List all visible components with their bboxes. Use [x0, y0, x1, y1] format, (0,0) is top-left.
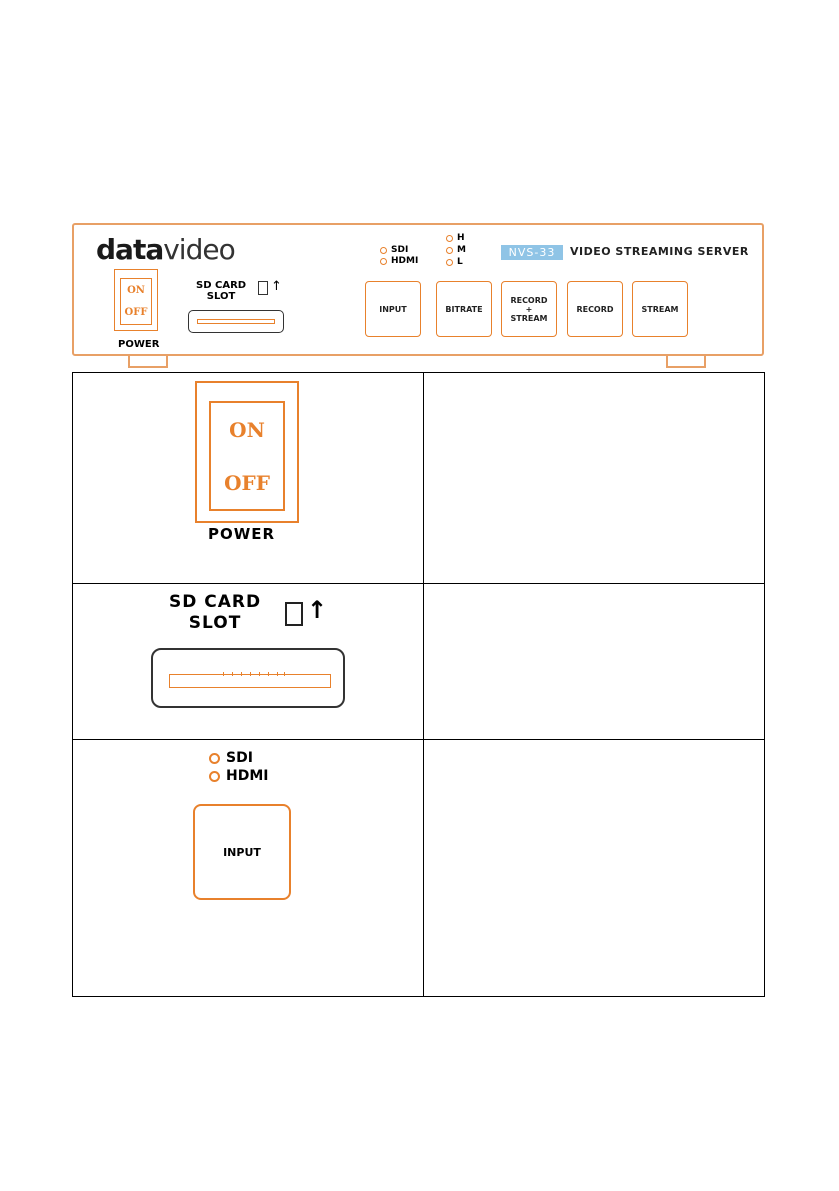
led-m-label: M	[457, 245, 466, 255]
led-m	[446, 245, 466, 255]
large-hdmi-label: HDMI	[226, 768, 269, 784]
model-title: VIDEO STREAMING SERVER	[570, 245, 749, 258]
logo-bold-text: data	[96, 233, 164, 266]
stream-button[interactable]: STREAM	[632, 281, 688, 337]
sd-label-line2: SLOT	[206, 291, 236, 302]
power-switch-large	[195, 381, 299, 523]
large-sdi-label: SDI	[226, 750, 253, 766]
bitrate-button[interactable]: BITRATE	[436, 281, 492, 337]
sd-card-icon	[258, 281, 268, 295]
sd-card-label	[196, 280, 246, 302]
led-sdi-large	[209, 750, 253, 766]
insert-arrow-icon: ↑	[307, 596, 328, 624]
table-row	[73, 373, 765, 584]
led-l	[446, 257, 463, 267]
power-image-cell	[73, 373, 424, 584]
record-stream-line1: RECORD	[510, 295, 548, 305]
large-sd-label	[169, 592, 261, 634]
led-hdmi-large	[209, 768, 268, 784]
datavideo-logo	[96, 233, 235, 266]
sd-card-slot-large	[151, 648, 345, 708]
led-indicator-icon	[380, 258, 387, 265]
led-l-label: L	[457, 257, 463, 267]
led-hdmi	[380, 256, 418, 266]
led-sdi	[380, 245, 408, 255]
led-indicator-icon	[446, 259, 453, 266]
power-label: POWER	[118, 339, 160, 350]
front-panel	[72, 223, 764, 356]
large-on-label: ON	[229, 417, 265, 442]
led-h-label: H	[457, 233, 465, 243]
sd-description-cell	[424, 584, 765, 740]
record-stream-button[interactable]	[501, 281, 557, 337]
power-description-cell	[424, 373, 765, 584]
power-switch[interactable]	[114, 269, 158, 331]
input-button[interactable]: INPUT	[365, 281, 421, 337]
input-image-cell	[73, 740, 424, 997]
sd-label-line1: SD CARD	[196, 280, 247, 291]
large-off-label: OFF	[224, 470, 270, 495]
led-sdi-label: SDI	[391, 245, 409, 255]
sd-image-cell	[73, 584, 424, 740]
large-sd-line2: SLOT	[188, 613, 242, 633]
large-sd-line1: SD CARD	[169, 592, 262, 612]
led-indicator-icon	[209, 771, 220, 782]
panel-foot-left	[128, 356, 168, 368]
input-button-large: INPUT	[193, 804, 291, 900]
led-indicator-icon	[446, 235, 453, 242]
panel-foot-right	[666, 356, 706, 368]
record-stream-line3: STREAM	[510, 313, 548, 323]
led-hdmi-label: HDMI	[391, 256, 419, 266]
sd-card-slot[interactable]	[188, 310, 284, 333]
model-badge: NVS-33	[501, 245, 563, 260]
led-indicator-icon	[209, 753, 220, 764]
table-row	[73, 740, 765, 997]
input-description-cell	[424, 740, 765, 997]
table-row	[73, 584, 765, 740]
large-power-label: POWER	[208, 525, 276, 543]
led-indicator-icon	[446, 247, 453, 254]
record-stream-line2: +	[525, 304, 533, 314]
controls-table	[72, 372, 765, 997]
power-on-label: ON	[127, 284, 145, 296]
insert-arrow-icon: ↑	[271, 279, 282, 294]
sd-card-icon	[285, 602, 303, 626]
logo-light-text: video	[163, 233, 235, 266]
led-h	[446, 233, 465, 243]
power-off-label: OFF	[124, 307, 148, 319]
record-button[interactable]: RECORD	[567, 281, 623, 337]
led-indicator-icon	[380, 247, 387, 254]
